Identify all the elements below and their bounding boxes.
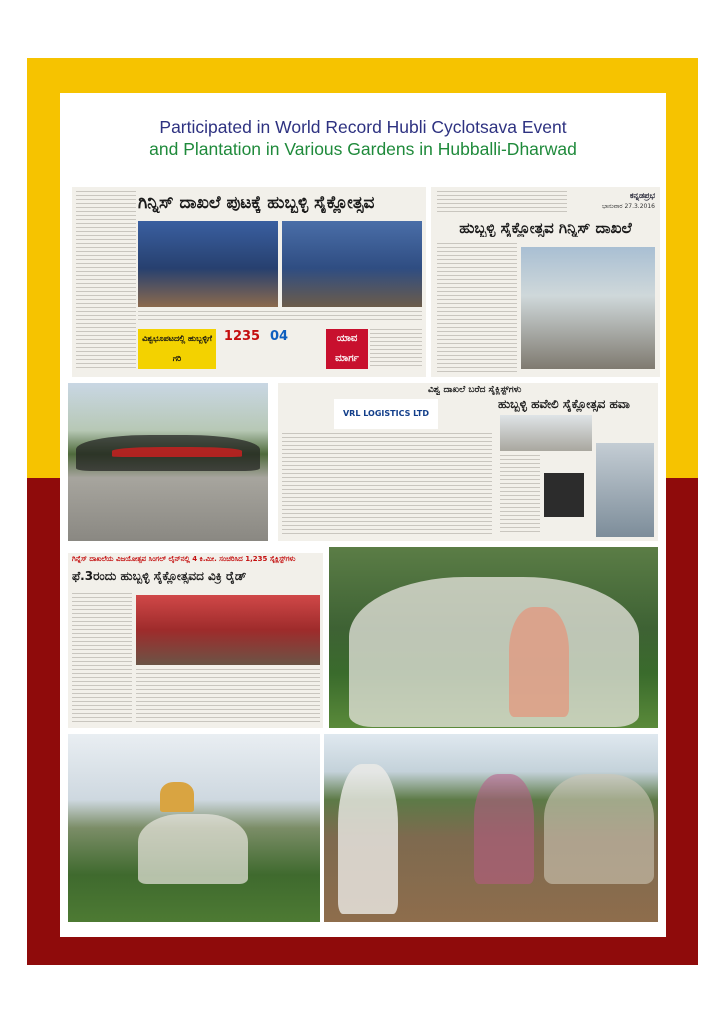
tag-count: 1235	[223, 329, 261, 344]
tag-km: 04	[269, 329, 289, 344]
clipping-headline: ಹುಬ್ಬಳ್ಳಿ ಸೈಕ್ಲೋತ್ಸವ ಗಿನ್ನಿಸ್ ದಾಖಲೆ	[459, 219, 632, 237]
watering-sapling-photo	[324, 734, 658, 922]
award-ceremony-photo	[136, 595, 320, 665]
page-title-line1: Participated in World Record Hubli Cyclotsava Event	[159, 117, 567, 137]
newspaper-clipping-kannadaprabha	[431, 187, 660, 377]
clipping-headline: ವಿಶ್ವ ದಾಖಲೆ ಬರೆದ ಸೈಕ್ಲಿಸ್ಟ್‌ಗಳು	[428, 385, 522, 395]
cyclists-on-road-photo	[68, 383, 268, 541]
newspaper-clipping-victory-ride	[68, 553, 323, 728]
guinness-certificate	[544, 473, 584, 517]
clipping-subhead: ಹುಬ್ಬಳ್ಳಿ ಹವೇಲಿ ಸೈಕ್ಲೋತ್ಸವ ಹವಾ	[498, 397, 630, 411]
tag-route: ಯಾವ ಮಾರ್ಗ	[326, 329, 368, 369]
certificate-photo	[282, 221, 422, 307]
award-ceremony-photo	[138, 221, 278, 307]
newspaper-clipping-guinness	[72, 187, 426, 377]
cyclists-photo	[500, 415, 592, 451]
vrl-banner: VRL LOGISTICS LTD	[334, 399, 438, 429]
newspaper-clipping-vrl	[278, 383, 658, 541]
temple-garden-photo	[68, 734, 320, 922]
plantation-group-photo	[329, 547, 658, 728]
masthead: ಕನ್ನಡಪ್ರಭ	[629, 191, 655, 200]
clipping-headline: ಗಿನ್ನಿಸ್ ದಾಖಲೆ ಪುಟಕ್ಕೆ ಹುಬ್ಬಳ್ಳಿ ಸೈಕ್ಲೋತ್ಸವ	[138, 193, 375, 213]
cyclists-photo	[521, 247, 655, 369]
page-title-line2: and Plantation in Various Gardens in Hubballi-Dharwad	[149, 139, 577, 159]
cyclists-photo	[596, 443, 654, 537]
clipping-headline: ಫೆ.3ರಂದು ಹುಬ್ಬಳ್ಳಿ ಸೈಕ್ಲೋತ್ಸವದ ವಿಕ್ರಿ ರೈಡ್	[72, 569, 247, 583]
clipping-subhead: ಗಿನ್ನೆಸ್ ದಾಖಲೆಯ ವಿಜಯೋತ್ಸವ ಸಿಂಗಲ್ ಲೈನ್‌ನಲ್ಲಿ 4 ಕಿ.ಮೀ. ಸಂಚರಿಸಿದ 1,235 ಸೈಕ್ಲಿಸ್ಟ್‌ಗಳು	[72, 555, 296, 563]
tag-world-map: ವಿಶ್ವಭೂಪಟದಲ್ಲಿ ಹುಬ್ಬಳ್ಳಿಗೆ ಗರಿ	[138, 329, 216, 369]
date-line: ಭಾನುವಾರ 27.3.2016	[601, 203, 655, 210]
